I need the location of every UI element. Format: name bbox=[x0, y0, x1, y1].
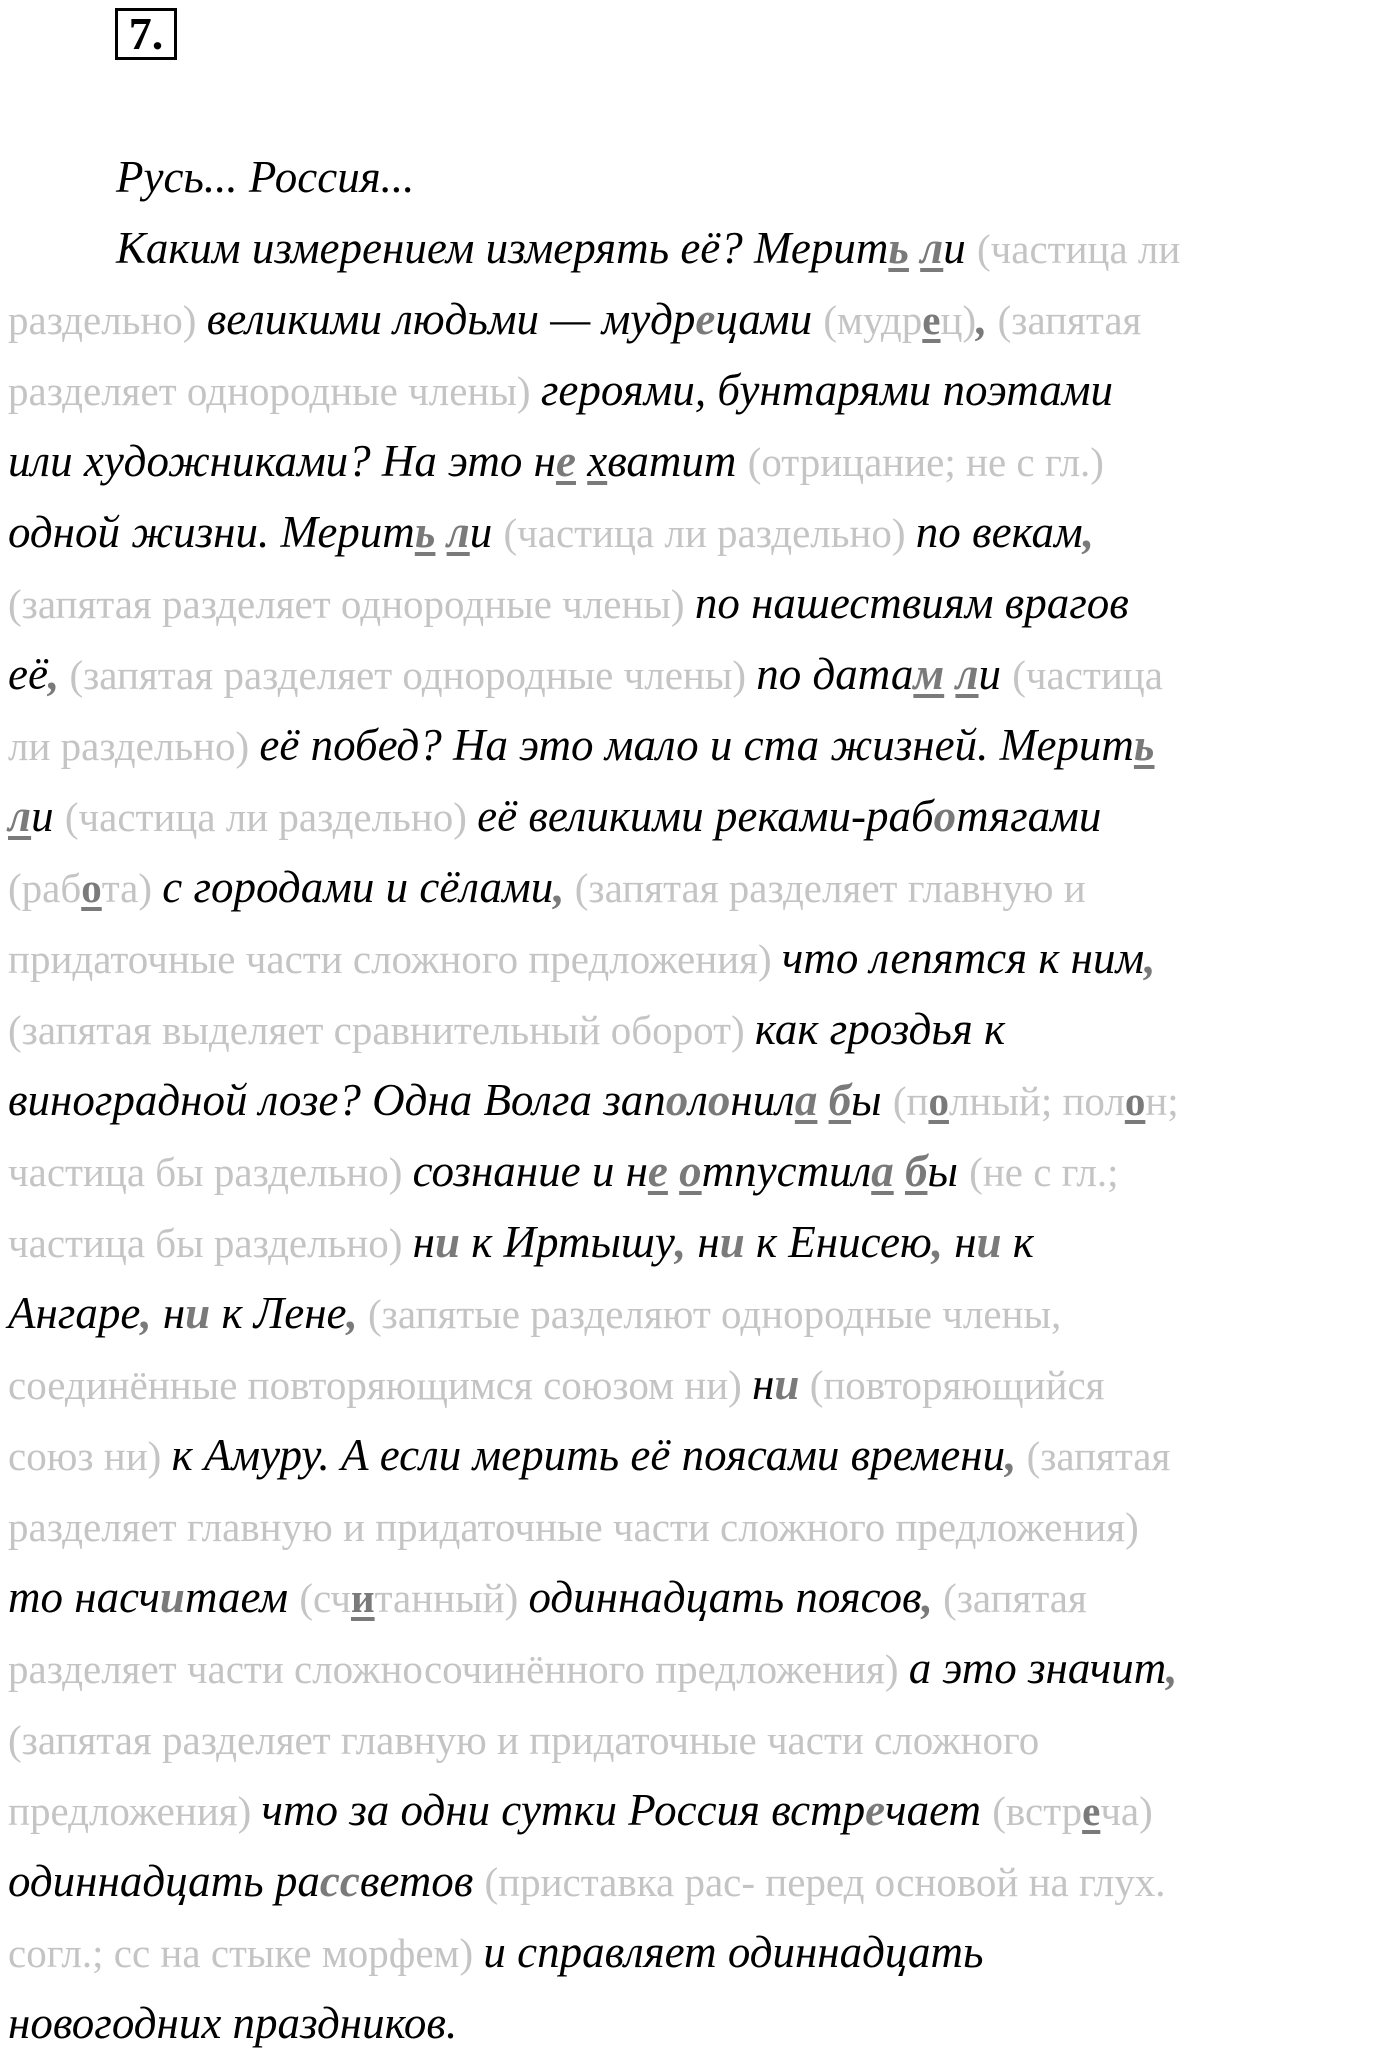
highlighted-letter: а bbox=[871, 1146, 894, 1196]
commentary-text: танный) bbox=[374, 1575, 529, 1621]
main-text: и bbox=[31, 791, 65, 841]
highlighted-letter: м bbox=[913, 649, 945, 699]
highlighted-letter: , bbox=[1144, 933, 1156, 983]
main-text: её bbox=[8, 649, 48, 699]
commentary-text: (не с гл.; bbox=[969, 1149, 1119, 1195]
main-text: и bbox=[943, 223, 978, 273]
commentary-text: (запятая разделяет однородные члены) bbox=[59, 652, 757, 698]
main-text: её великими реками-раб bbox=[477, 791, 934, 841]
commentary-text: разделяет главную и придаточные части сложного предложения) bbox=[8, 1504, 1139, 1550]
commentary-text: (частица ли раздельно) bbox=[64, 794, 478, 840]
main-text: л bbox=[688, 1075, 708, 1125]
main-text: Каким измерением измерять её? Мерит bbox=[116, 223, 889, 273]
text-line bbox=[8, 923, 1400, 994]
highlighted-letter: и bbox=[159, 1572, 185, 1622]
text-line bbox=[8, 1065, 1400, 1136]
highlighted-letter: и bbox=[350, 1575, 375, 1621]
highlighted-letter: , bbox=[1005, 1430, 1017, 1480]
commentary-text: частица бы раздельно) bbox=[8, 1149, 413, 1195]
commentary-text: (сч bbox=[299, 1575, 351, 1621]
main-text: ветов bbox=[359, 1856, 485, 1906]
commentary-text: раздельно) bbox=[8, 297, 207, 343]
main-text: тпустил bbox=[701, 1146, 872, 1196]
text-line bbox=[8, 497, 1400, 568]
highlighted-letter: о bbox=[933, 791, 957, 841]
main-text: её побед? На это мало и ста жизней. Мерит bbox=[259, 720, 1134, 770]
commentary-text: (запятая bbox=[932, 1575, 1087, 1621]
main-text: ватит bbox=[607, 436, 748, 486]
main-text: н bbox=[686, 1217, 720, 1267]
highlighted-letter: , bbox=[1166, 1643, 1178, 1693]
commentary-text: соединённые повторяющимся союзом ни) bbox=[8, 1362, 753, 1408]
highlighted-letter: б bbox=[828, 1075, 852, 1125]
main-text: н bbox=[752, 1359, 775, 1409]
text-line bbox=[8, 1917, 1400, 1988]
main-text: чает bbox=[885, 1785, 993, 1835]
main-text bbox=[576, 436, 587, 486]
main-text bbox=[817, 1075, 828, 1125]
highlighted-letter: е bbox=[922, 297, 941, 343]
main-text: героями, бунтарями поэтами bbox=[540, 365, 1113, 415]
text-line bbox=[8, 568, 1400, 639]
main-text: нил bbox=[730, 1075, 795, 1125]
main-text bbox=[894, 1146, 905, 1196]
main-text: что за одни сутки Россия встр bbox=[261, 1785, 866, 1835]
commentary-text: частица бы раздельно) bbox=[8, 1220, 413, 1266]
highlighted-letter: л bbox=[446, 507, 470, 557]
highlighted-letter: е bbox=[647, 1146, 668, 1196]
text-line bbox=[8, 1491, 1400, 1562]
main-text: к Енисею bbox=[744, 1217, 932, 1267]
highlighted-letter: о bbox=[707, 1075, 731, 1125]
main-text: Ангаре bbox=[8, 1288, 141, 1338]
highlighted-letter: , bbox=[1082, 507, 1094, 557]
commentary-text: (запятая разделяет главную и придаточные части сложного bbox=[8, 1717, 1040, 1763]
main-text: одиннадцать ра bbox=[8, 1856, 320, 1906]
text-line bbox=[8, 355, 1400, 426]
exercise-text bbox=[8, 142, 1400, 2059]
main-text: великими людьми — мудр bbox=[206, 294, 696, 344]
text-line bbox=[8, 710, 1400, 781]
highlighted-letter: о bbox=[679, 1146, 702, 1196]
main-text: одиннадцать поясов bbox=[528, 1572, 922, 1622]
text-line bbox=[8, 1349, 1400, 1420]
highlighted-letter: о bbox=[1124, 1078, 1146, 1124]
main-text: н bbox=[151, 1288, 186, 1338]
main-text: с городами и сёлами bbox=[162, 862, 554, 912]
text-line bbox=[8, 284, 1400, 355]
main-text: к Иртышу bbox=[460, 1217, 675, 1267]
main-text: по векам bbox=[915, 507, 1083, 557]
commentary-text: (приставка рас- перед основой на глух. bbox=[484, 1859, 1166, 1905]
commentary-text: н; bbox=[1145, 1078, 1179, 1124]
commentary-text: ча) bbox=[1100, 1788, 1153, 1834]
commentary-text: (мудр bbox=[823, 297, 923, 343]
highlighted-letter: , bbox=[931, 1217, 943, 1267]
text-line bbox=[8, 639, 1400, 710]
main-text: таем bbox=[184, 1572, 300, 1622]
main-text: или художниками? На это н bbox=[8, 436, 556, 486]
highlighted-letter: е bbox=[1082, 1788, 1101, 1834]
text-line bbox=[8, 1136, 1400, 1207]
main-text: Русь... Россия... bbox=[116, 152, 415, 202]
main-text: как гроздья к bbox=[754, 1004, 1006, 1054]
main-text: н bbox=[942, 1217, 977, 1267]
highlighted-letter: ь bbox=[888, 223, 909, 273]
main-text: и bbox=[978, 649, 1013, 699]
text-line bbox=[8, 213, 1400, 284]
main-text: по нашествиям врагов bbox=[694, 578, 1129, 628]
main-text: н bbox=[412, 1217, 435, 1267]
highlighted-letter: , bbox=[553, 862, 565, 912]
commentary-text: (встр bbox=[992, 1788, 1083, 1834]
commentary-text: (частица ли bbox=[977, 226, 1181, 272]
highlighted-letter: , bbox=[140, 1288, 152, 1338]
text-line bbox=[8, 1207, 1400, 1278]
highlighted-letter: , bbox=[976, 294, 988, 344]
main-text: к Лене bbox=[210, 1288, 347, 1338]
main-text: к Амуру. А если мерить её поясами времени bbox=[171, 1430, 1006, 1480]
commentary-text: ли раздельно) bbox=[8, 723, 260, 769]
highlighted-letter: л bbox=[955, 649, 979, 699]
main-text: цами bbox=[715, 294, 824, 344]
highlighted-letter: б bbox=[904, 1146, 928, 1196]
text-line bbox=[8, 1775, 1400, 1846]
highlighted-letter: ь bbox=[1133, 720, 1155, 770]
text-line bbox=[8, 1633, 1400, 1704]
highlighted-letter: , bbox=[921, 1572, 933, 1622]
exercise-number: 7. bbox=[115, 8, 177, 60]
highlighted-letter: л bbox=[920, 223, 944, 273]
main-text: то насч bbox=[8, 1572, 160, 1622]
main-text: ы bbox=[927, 1146, 970, 1196]
main-text: новогодних праздников. bbox=[8, 1998, 458, 2048]
highlighted-letter: о bbox=[928, 1078, 949, 1124]
commentary-text: предложения) bbox=[8, 1788, 262, 1834]
commentary-text: (повторяющийся bbox=[799, 1362, 1105, 1408]
text-line bbox=[8, 1704, 1400, 1775]
highlighted-letter: о bbox=[665, 1075, 689, 1125]
main-text bbox=[435, 507, 446, 557]
text-line bbox=[8, 1562, 1400, 1633]
highlighted-letter: и bbox=[976, 1217, 1002, 1267]
commentary-text: согл.; сс на стыке морфем) bbox=[8, 1930, 484, 1976]
commentary-text: (раб bbox=[8, 865, 82, 911]
main-text: одной жизни. Мерит bbox=[8, 507, 415, 557]
text-line bbox=[8, 1988, 1400, 2059]
commentary-text: лный; пол bbox=[948, 1078, 1125, 1124]
commentary-text: (п bbox=[892, 1078, 929, 1124]
highlighted-letter: о bbox=[81, 865, 102, 911]
main-text: х bbox=[587, 436, 608, 486]
main-text bbox=[944, 649, 955, 699]
commentary-text: (запятая bbox=[987, 297, 1142, 343]
text-line bbox=[8, 1278, 1400, 1349]
commentary-text: (запятые разделяют однородные члены, bbox=[357, 1291, 1062, 1337]
highlighted-letter: , bbox=[346, 1288, 358, 1338]
highlighted-letter: сс bbox=[319, 1856, 360, 1906]
text-line bbox=[8, 994, 1400, 1065]
commentary-text: (отрицание; не с гл.) bbox=[747, 439, 1104, 485]
commentary-text: (частица ли раздельно) bbox=[503, 510, 916, 556]
commentary-text: ц) bbox=[940, 297, 977, 343]
highlighted-letter: и bbox=[185, 1288, 211, 1338]
text-line bbox=[8, 852, 1400, 923]
highlighted-letter: ь bbox=[414, 507, 436, 557]
commentary-text: разделяет однородные члены) bbox=[8, 368, 541, 414]
commentary-text: разделяет части сложносочинённого предложения) bbox=[8, 1646, 909, 1692]
main-text: виноградной лозе? Одна Волга зап bbox=[8, 1075, 666, 1125]
main-text: и справляет одиннадцать bbox=[483, 1927, 984, 1977]
commentary-text: (запятая выделяет сравнительный оборот) bbox=[8, 1007, 755, 1053]
text-line bbox=[8, 426, 1400, 497]
highlighted-letter: , bbox=[674, 1217, 687, 1267]
main-text: а это значит bbox=[908, 1643, 1167, 1693]
highlighted-letter: а bbox=[794, 1075, 818, 1125]
highlighted-letter: л bbox=[8, 791, 32, 841]
main-text: и bbox=[469, 507, 504, 557]
highlighted-letter: , bbox=[47, 649, 60, 699]
highlighted-letter: е bbox=[695, 294, 716, 344]
highlighted-letter: и bbox=[719, 1217, 745, 1267]
commentary-text: придаточные части сложного предложения) bbox=[8, 936, 782, 982]
main-text bbox=[909, 223, 920, 273]
highlighted-letter: и bbox=[434, 1217, 460, 1267]
commentary-text: (частица bbox=[1012, 652, 1163, 698]
highlighted-letter: е bbox=[865, 1785, 886, 1835]
commentary-text: союз ни) bbox=[8, 1433, 172, 1479]
main-text: к bbox=[1001, 1217, 1034, 1267]
commentary-text: (запятая разделяет однородные члены) bbox=[8, 581, 695, 627]
main-text: ы bbox=[851, 1075, 893, 1125]
commentary-text: (запятая разделяет главную и bbox=[564, 865, 1086, 911]
text-line bbox=[8, 1420, 1400, 1491]
commentary-text: та) bbox=[101, 865, 163, 911]
main-text: по дата bbox=[756, 649, 914, 699]
text-line bbox=[8, 781, 1400, 852]
main-text: тягами bbox=[956, 791, 1102, 841]
main-text: сознание и н bbox=[412, 1146, 648, 1196]
text-line bbox=[8, 142, 1400, 213]
highlighted-letter: и bbox=[774, 1359, 800, 1409]
commentary-text: (запятая bbox=[1016, 1433, 1171, 1479]
main-text: что лепятся к ним bbox=[781, 933, 1145, 983]
highlighted-letter: е bbox=[555, 436, 576, 486]
main-text bbox=[668, 1146, 679, 1196]
text-line bbox=[8, 1846, 1400, 1917]
